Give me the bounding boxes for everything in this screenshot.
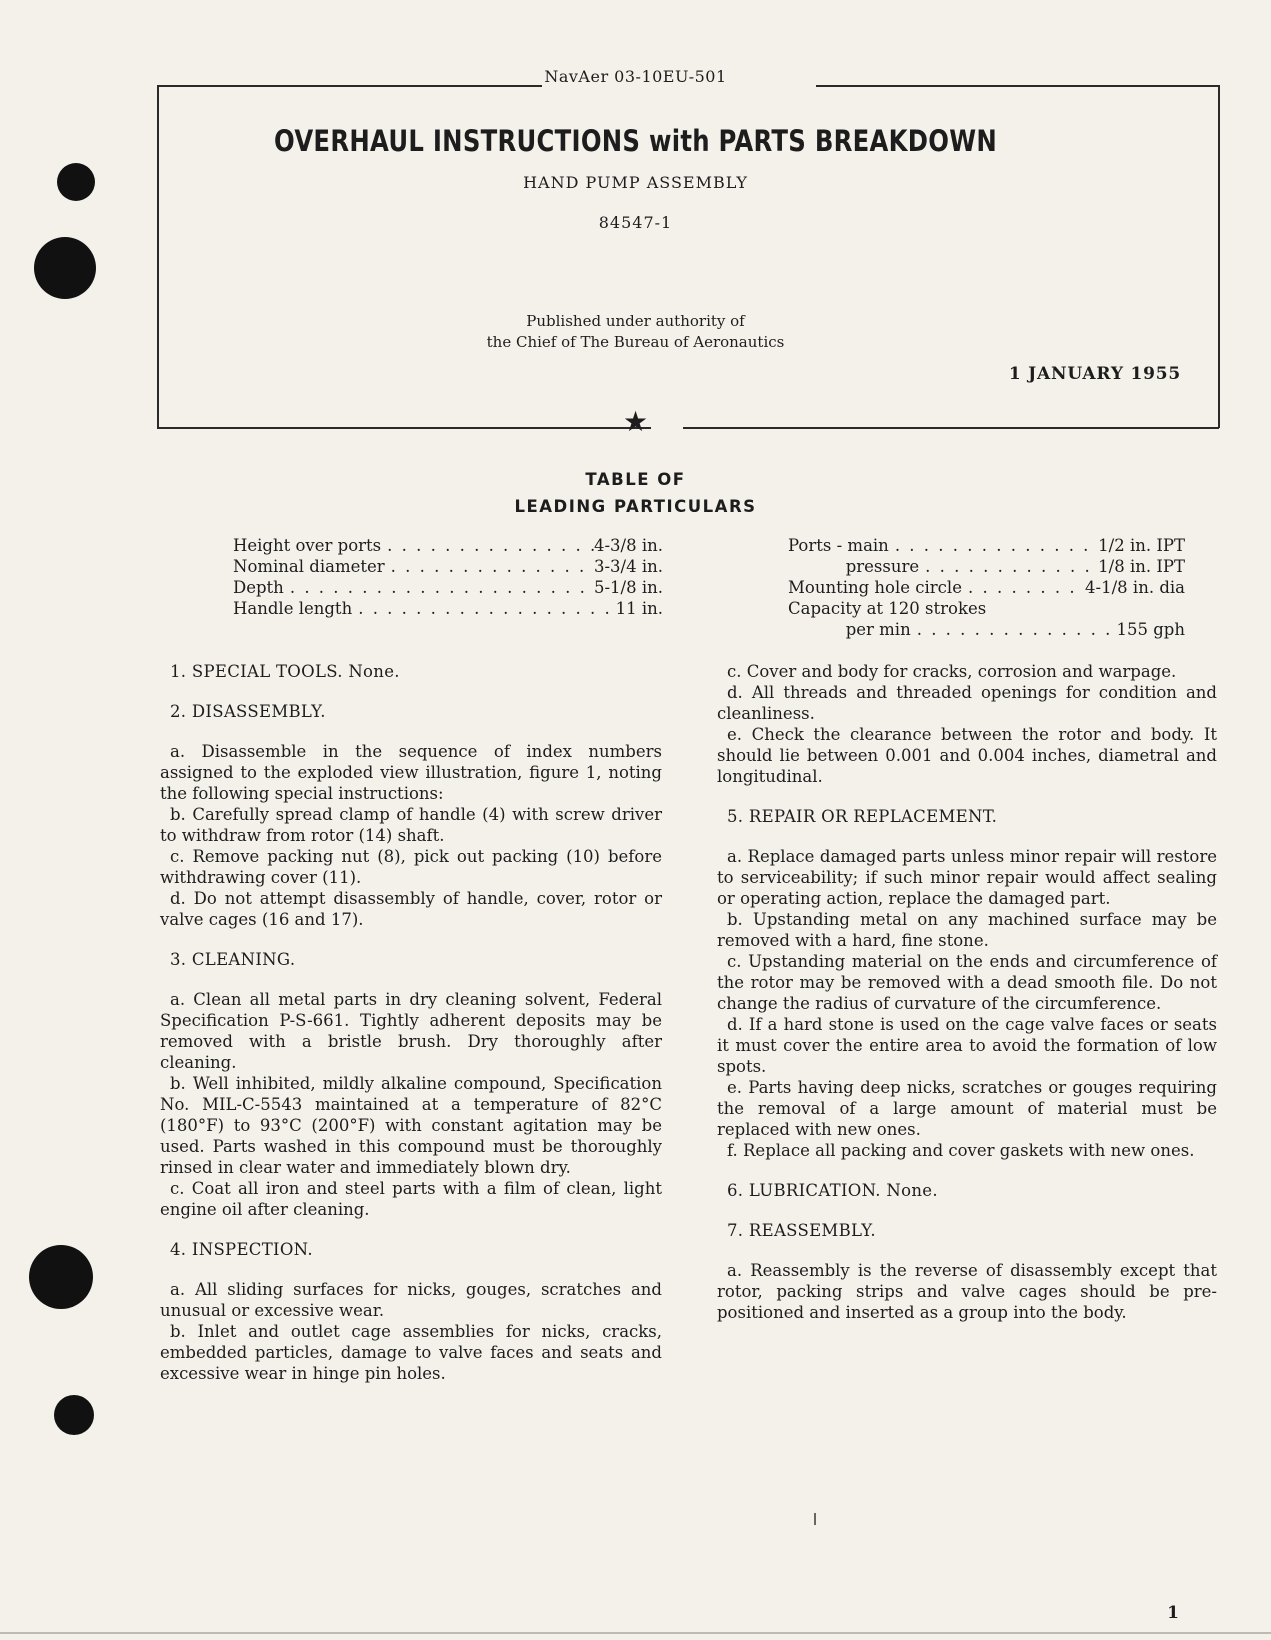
frame-line	[816, 85, 1219, 87]
paragraph: d. If a hard stone is used on the cage valve faces or seats it must cover the entire area to avoid the formation of low spots.	[717, 1015, 1217, 1076]
paragraph: a. Disassemble in the sequence of index numbers assigned to the exploded view illustration, figure 1, noting the following special instructions:	[160, 742, 662, 803]
paragraph: b. Inlet and outlet cage assemblies for nicks, cracks, embedded particles, damage to valve faces and seats and excessive wear in hinge pin holes.	[160, 1322, 662, 1383]
paragraph: b. Well inhibited, mildly alkaline compound, Specification No. MIL-C-5543 maintained at a temperature of 82°C (180°F) to 93°C (200°F) with constant agitation may be used. Parts washed in this compound must be thoroughly rinsed in clear water and immediately blown dry.	[160, 1074, 662, 1177]
paragraph: e. Parts having deep nicks, scratches or gouges requiring the removal of a large amount of material must be replaced with new ones.	[717, 1078, 1217, 1139]
particular-row: Ports - main . . . 1/2 in. IPT	[788, 535, 1185, 556]
paragraph: c. Upstanding material on the ends and circumference of the rotor may be removed with a dead smooth file. Do not change the radius of curvature of the circumference.	[717, 952, 1217, 1013]
document-title: OVERHAUL INSTRUCTIONS with PARTS BREAKDOWN	[274, 124, 997, 158]
particulars-right	[788, 535, 1185, 640]
star-icon: ★	[622, 405, 649, 438]
particular-row: Mounting hole circle . . . 4-1/8 in. dia	[788, 577, 1185, 598]
section-heading: 2. DISASSEMBLY.	[170, 702, 326, 721]
particular-row: per min . . . 155 gph	[788, 619, 1185, 640]
particular-row: Depth . . . 5-1/8 in.	[233, 577, 663, 598]
paragraph: b. Carefully spread clamp of handle (4) with screw driver to withdraw from rotor (14) shaft.	[160, 805, 662, 845]
right-column	[717, 661, 1217, 1323]
binder-hole	[34, 237, 96, 299]
left-column	[160, 661, 662, 1384]
paragraph: b. Upstanding metal on any machined surface may be removed with a hard, fine stone.	[717, 910, 1217, 950]
particular-row: Height over ports . . . 4-3/8 in.	[233, 535, 663, 556]
binder-hole	[29, 1245, 93, 1309]
part-number: 84547-1	[598, 213, 673, 232]
paragraph: f. Replace all packing and cover gaskets with new ones.	[727, 1141, 1195, 1160]
section-heading: 7. REASSEMBLY.	[727, 1221, 876, 1240]
frame-line	[1218, 85, 1220, 428]
page-number: 1	[1167, 1603, 1179, 1623]
publication-date: 1 JANUARY 1955	[1008, 364, 1181, 384]
paragraph: c. Cover and body for cracks, corrosion and warpage.	[727, 662, 1177, 681]
section-heading: 1. SPECIAL TOOLS. None.	[170, 662, 400, 681]
paragraph: c. Coat all iron and steel parts with a film of clean, light engine oil after cleaning.	[160, 1179, 662, 1219]
document-number: NavAer 03-10EU-501	[544, 67, 727, 86]
scan-mark	[814, 1513, 816, 1525]
table-title: TABLE OF LEADING PARTICULARS	[514, 470, 757, 516]
section-heading: 5. REPAIR OR REPLACEMENT.	[727, 807, 998, 826]
particular-row: Nominal diameter . . . 3-3/4 in.	[233, 556, 663, 577]
particular-row: Handle length . . . 11 in.	[233, 598, 663, 619]
paragraph: a. Reassembly is the reverse of disassembly except that rotor, packing strips and valve cages should be pre-positioned and inserted as a group into the body.	[717, 1261, 1217, 1322]
document-subtitle: HAND PUMP ASSEMBLY	[523, 173, 748, 192]
paragraph: a. Clean all metal parts in dry cleaning solvent, Federal Specification P-S-661. Tightly adherent deposits may be removed with a bristle brush. Dry thoroughly after cleaning.	[160, 990, 662, 1072]
authority-statement: Published under authority of the Chief of The Bureau of Aeronautics	[486, 312, 785, 351]
particular-row: Capacity at 120 strokes	[788, 599, 987, 618]
paragraph: d. All threads and threaded openings for condition and cleanliness.	[717, 683, 1217, 723]
paragraph: c. Remove packing nut (8), pick out packing (10) before withdrawing cover (11).	[160, 847, 662, 887]
frame-line	[157, 85, 542, 87]
particulars-left	[233, 535, 663, 619]
particular-row: pressure . . . 1/8 in. IPT	[788, 556, 1185, 577]
page-edge	[0, 1632, 1271, 1634]
section-heading: 4. INSPECTION.	[170, 1240, 313, 1259]
paragraph: e. Check the clearance between the rotor and body. It should lie between 0.001 and 0.004 inches, diametral and longitudinal.	[717, 725, 1217, 786]
paragraph: a. Replace damaged parts unless minor repair will restore to serviceability; if such minor repair would affect sealing or operating action, replace the damaged part.	[717, 847, 1217, 908]
binder-hole	[54, 1395, 94, 1435]
section-heading: 6. LUBRICATION. None.	[727, 1181, 938, 1200]
paragraph: a. All sliding surfaces for nicks, gouges, scratches and unusual or excessive wear.	[160, 1280, 662, 1320]
section-heading: 3. CLEANING.	[170, 950, 296, 969]
paragraph: d. Do not attempt disassembly of handle, cover, rotor or valve cages (16 and 17).	[160, 889, 662, 929]
